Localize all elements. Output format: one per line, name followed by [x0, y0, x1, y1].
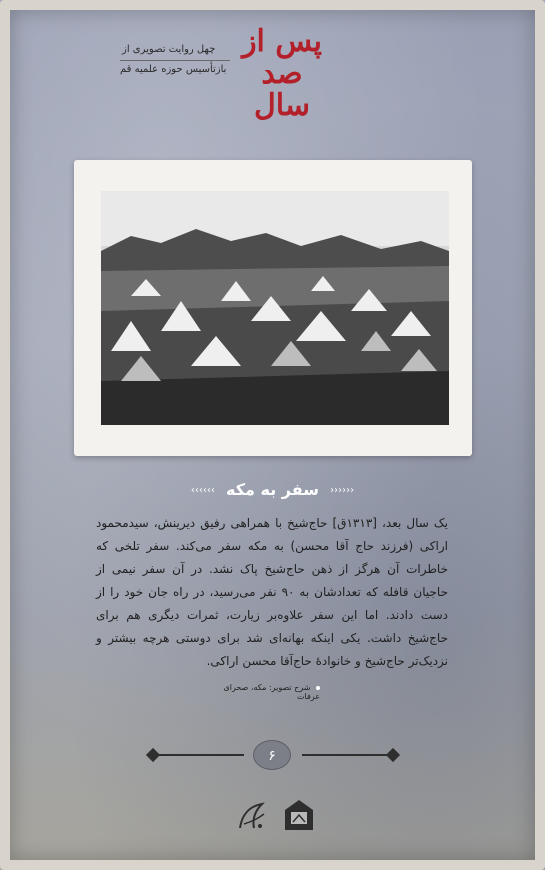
photo-card — [74, 160, 472, 456]
header — [0, 22, 545, 123]
caption-bullet-icon — [316, 686, 320, 690]
series-line: چهل روایت تصویری از — [122, 44, 216, 55]
section-title — [0, 480, 545, 502]
ornament-line-right — [302, 754, 394, 756]
calligraphy-logo-icon — [232, 796, 272, 836]
institution-emblem-icon — [279, 796, 319, 836]
right-ornament: ›››››› — [330, 485, 355, 496]
caption-text: شرح تصویر: مکه، صحرای عرفات — [223, 683, 320, 701]
page-number-ornament — [0, 740, 545, 770]
section-title-text: سفر به مکه — [226, 480, 319, 499]
header-divider — [120, 60, 230, 61]
footer-logos — [0, 796, 545, 840]
series-logo: پس از صد سال — [242, 24, 322, 123]
page-number: ۶ — [253, 740, 291, 770]
body-paragraph: یک سال بعد، [۱۳۱۳ق] حاج‌شیخ با همراهی رفیق دیرینش، سیدمحمود اراکی (فرزند حاج آقا محسن) به مکه سفر می‌کند. سفر تلخی که خاطرات آن هرگز از ذهن حاج‌شیخ پاک نشد. در آن سفر نیمی از حاجیان قافله که تعدادشان به ۹۰ نفر می‌رسید، در راه جان خود را از دست دادند. اما این سفر علاوه‌بر زیارت، ثمرات دیگری هم برای حاج‌شیخ داشت. یکی اینکه بهانه‌ای شد برای دوستی هرچه بیشتر و نزدیک‌تر حاج‌شیخ و خانوادهٔ حاج‌آقا محسن اراکی. — [96, 516, 448, 668]
ornament-diamond-right-icon — [386, 748, 400, 762]
photo-caption — [200, 683, 320, 701]
occasion-line: بازتأسیس حوزه علمیه قم — [120, 64, 227, 75]
left-ornament: ‹‹‹‹‹‹ — [190, 485, 215, 496]
tent-camp-photo-icon — [101, 191, 449, 425]
ornament-line-left — [152, 754, 244, 756]
historical-photo — [101, 191, 449, 425]
